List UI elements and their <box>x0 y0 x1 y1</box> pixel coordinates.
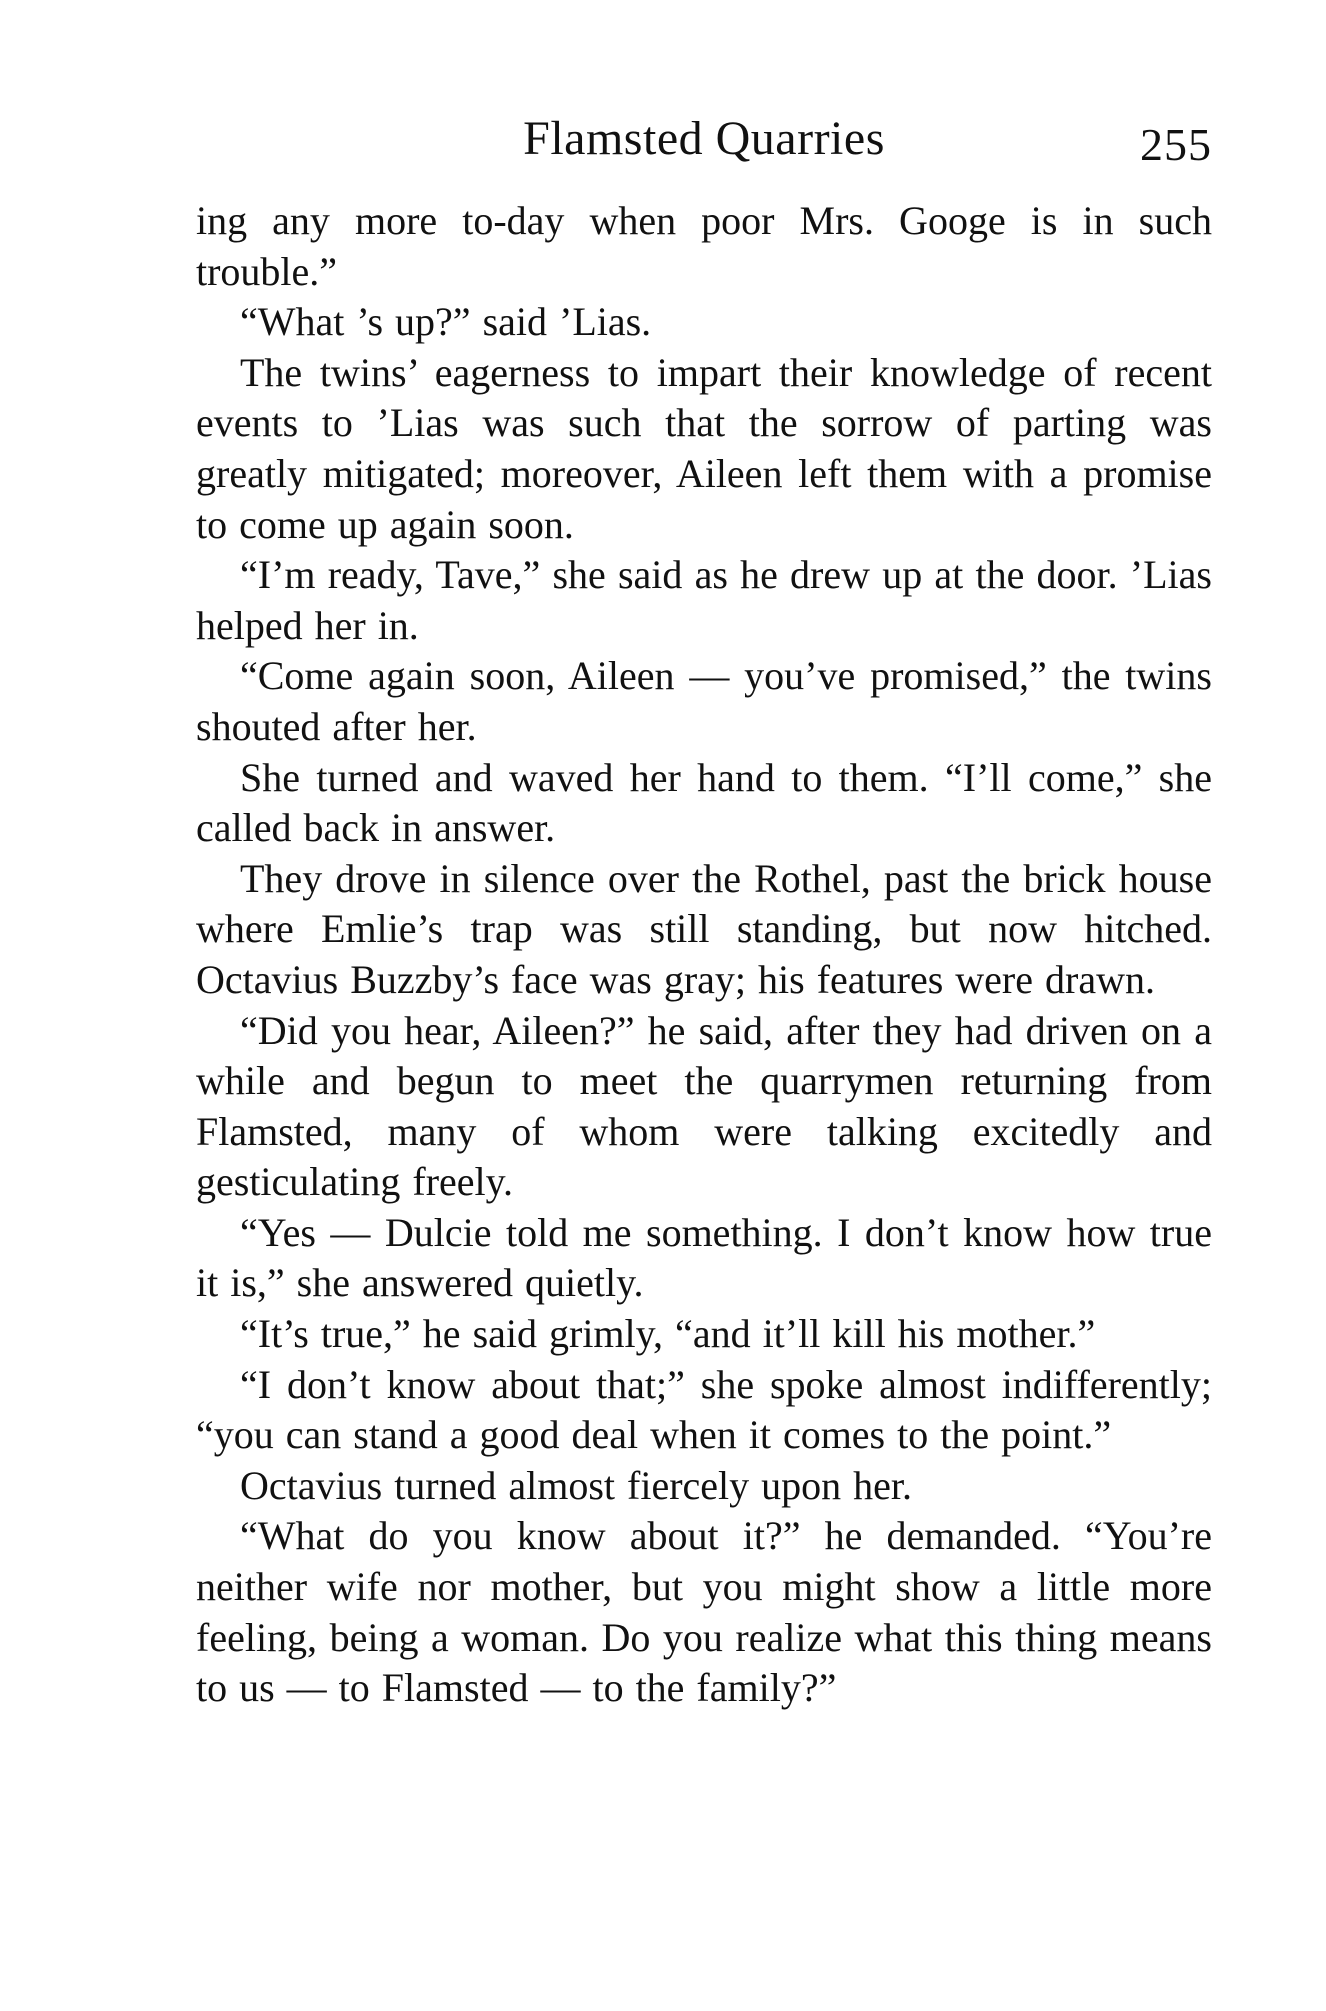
paragraph: “What do you know about it?” he demanded. “You’re neither wife nor mother, but you might show a little more feeling, being a woman. Do you realize what this thing means to us — to Flamsted — to the family?” <box>196 1513 1212 1711</box>
paragraph: “It’s true,” he said grimly, “and it’ll kill his mother.” <box>240 1311 1096 1357</box>
paragraph: “Come again soon, Aileen — you’ve promised,” the twins shouted after her. <box>196 653 1212 749</box>
paragraph: They drove in silence over the Rothel, past the brick house where Emlie’s trap was still standing, but now hitched. Octavius Buzzby’s face was gray; his features were drawn. <box>196 855 1212 1002</box>
paragraph: “I’m ready, Tave,” she said as he drew up at the door. ’Lias helped her in. <box>196 552 1212 648</box>
paragraph: She turned and waved her hand to them. “I’ll come,” she called back in answer. <box>196 754 1212 851</box>
body-text <box>196 196 1212 1714</box>
paragraph: “Did you hear, Aileen?” he said, after they had driven on a while and begun to meet the quarrymen returning from Flamsted, many of whom were talking excitedly and gesticulating freely. <box>196 1007 1212 1205</box>
paragraph: “What ’s up?” said ’Lias. <box>240 299 652 345</box>
paragraph: “Yes — Dulcie told me something. I don’t know how true it is,” she answered quietly. <box>196 1209 1212 1306</box>
running-title: Flamsted Quarries <box>523 112 885 165</box>
paragraph: Octavius turned almost fiercely upon her. <box>240 1462 913 1508</box>
paragraph-continued: ing any more to-day when poor Mrs. Googe is in such trouble.” <box>196 198 1212 294</box>
paragraph: “I don’t know about that;” she spoke almost indifferently; “you can stand a good deal when it comes to the point.” <box>196 1361 1212 1458</box>
paragraph: The twins’ eagerness to impart their knowledge of recent events to ’Lias was such that the sorrow of parting was greatly mitigated; moreover, Aileen left them with a promise to come up again soon. <box>196 349 1212 547</box>
page-number: 255 <box>1140 119 1212 170</box>
page-header <box>196 104 1212 174</box>
